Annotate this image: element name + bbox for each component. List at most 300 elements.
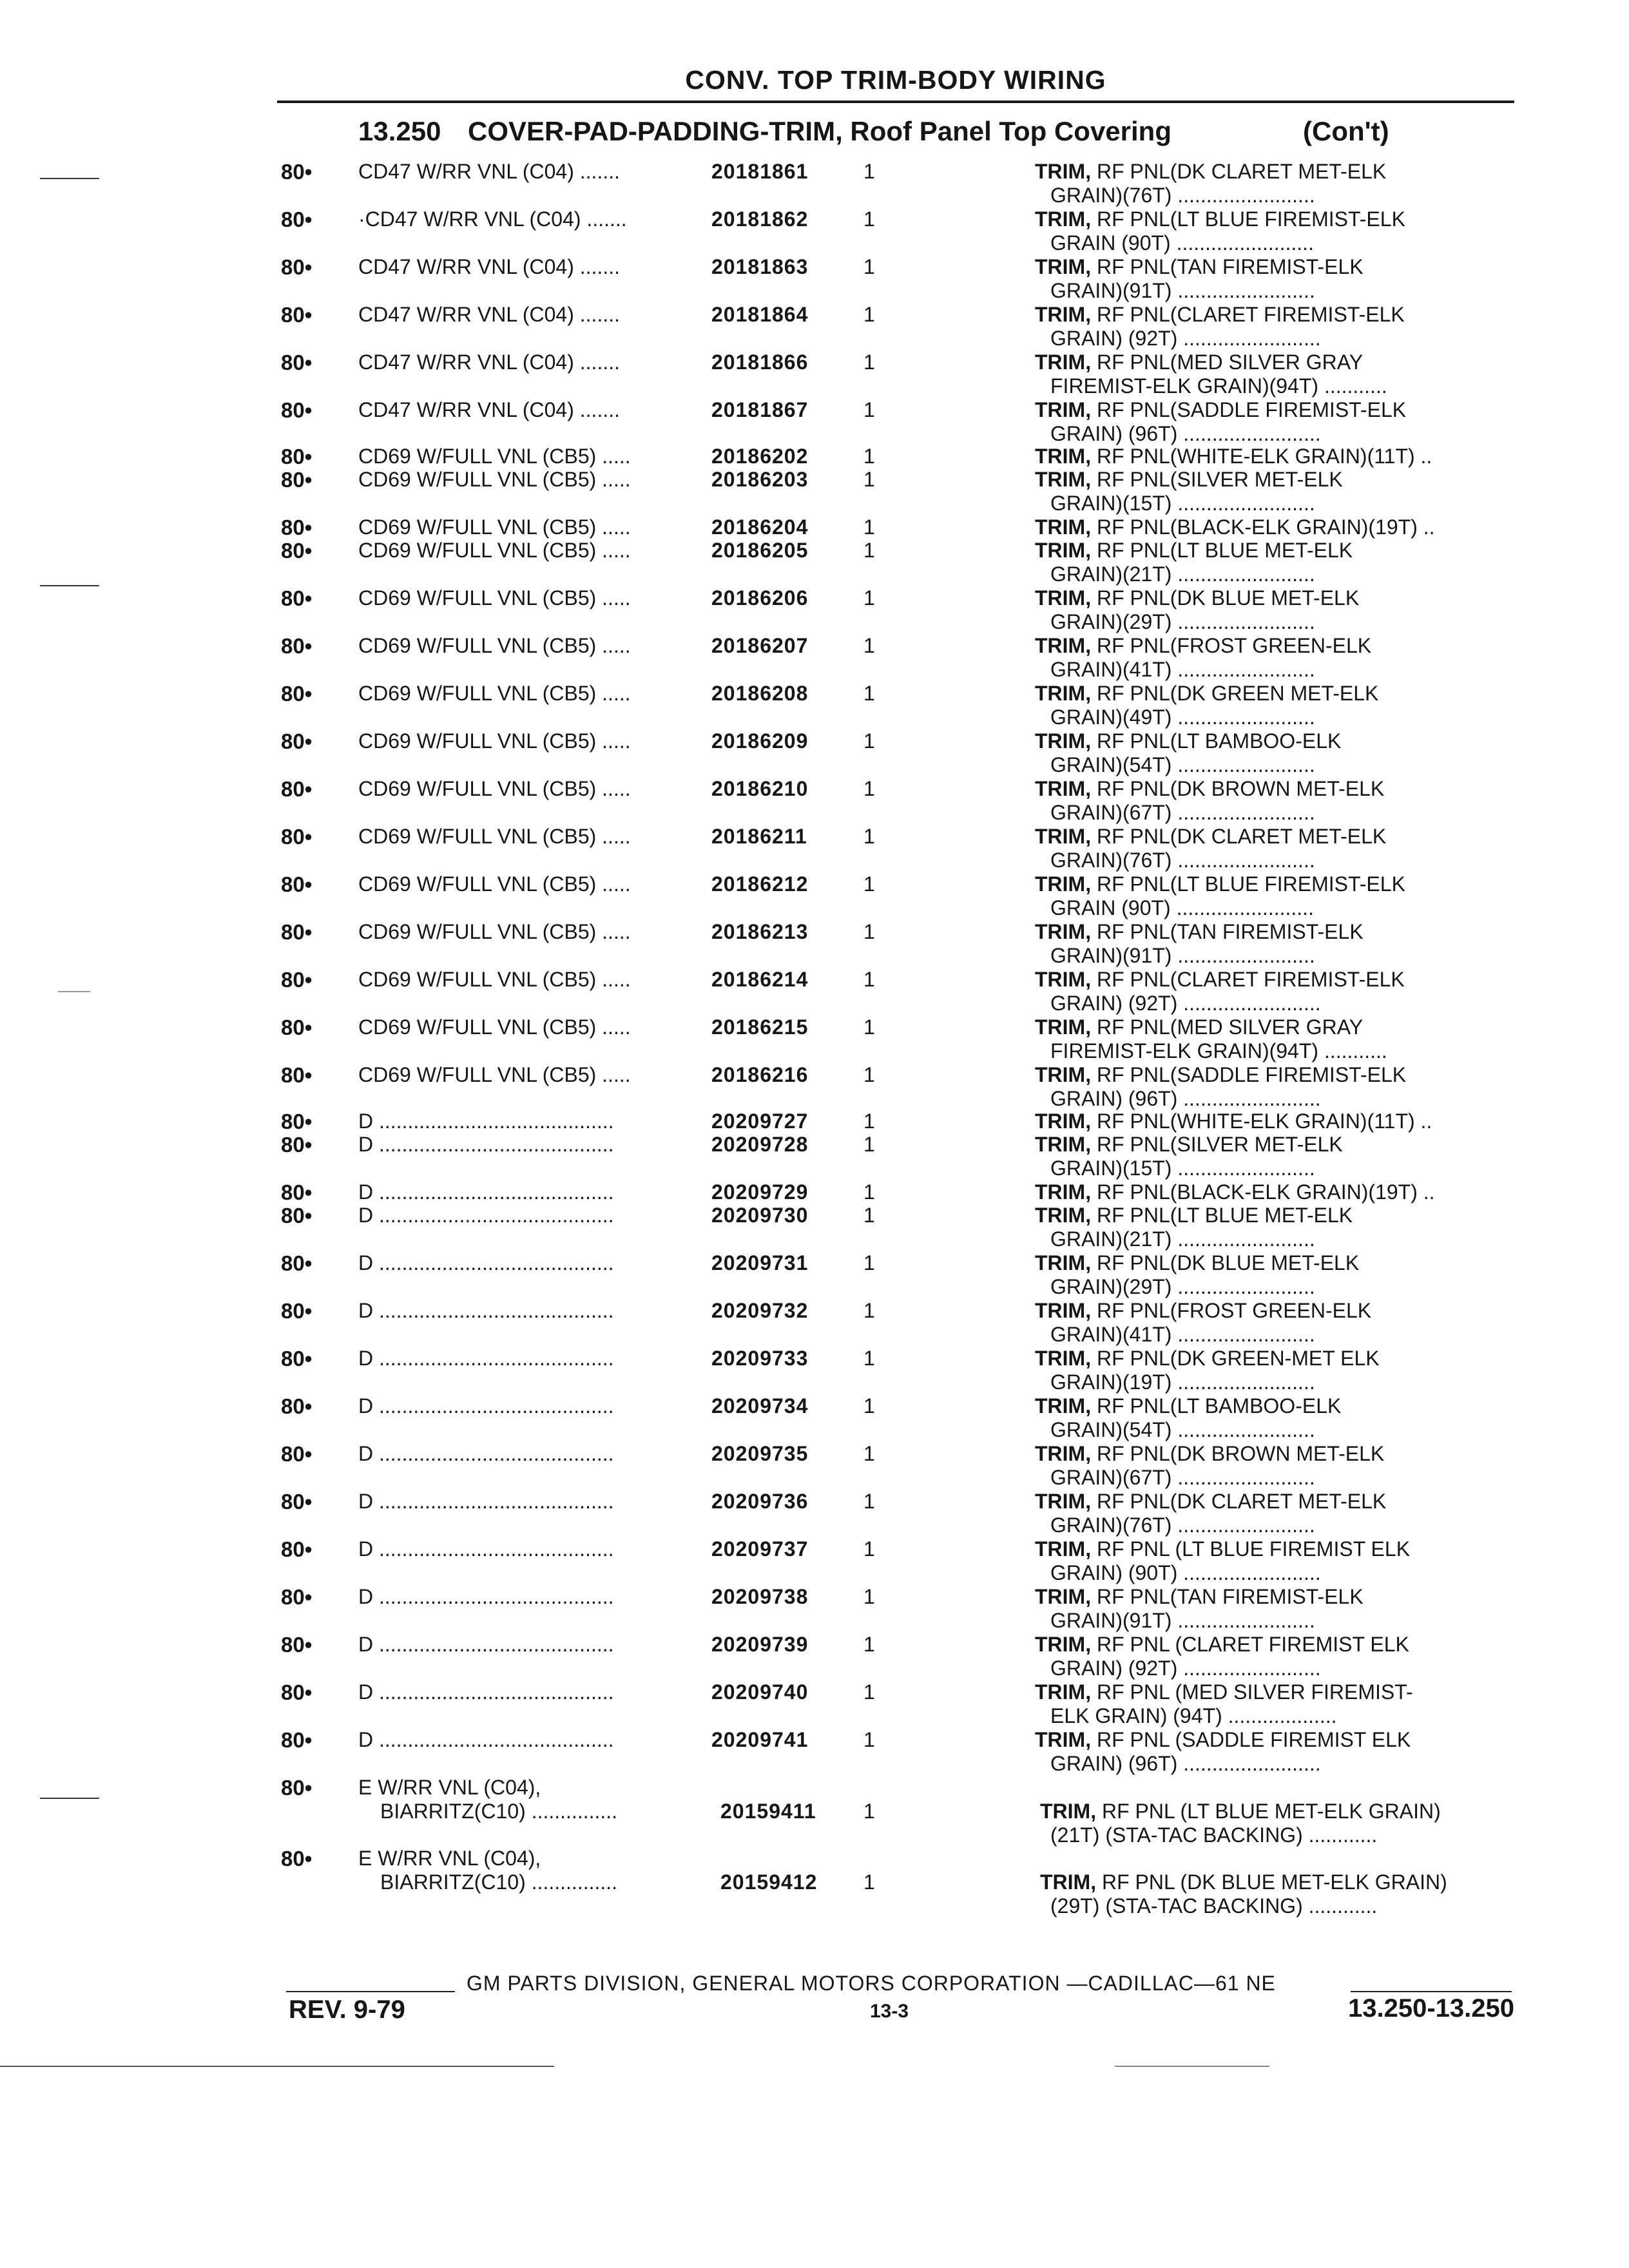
quantity: 1 bbox=[863, 1347, 875, 1370]
model-application: CD69 W/FULL VNL (CB5) ..... bbox=[358, 515, 631, 539]
quantity: 1 bbox=[863, 729, 875, 753]
parts-row bbox=[0, 468, 1629, 515]
parts-row bbox=[0, 398, 1629, 446]
footer-rule bbox=[1351, 1991, 1512, 1992]
quantity: 1 bbox=[863, 920, 875, 943]
parts-row bbox=[0, 1299, 1629, 1347]
parts-row bbox=[0, 1442, 1629, 1490]
part-number: 20181867 bbox=[711, 398, 809, 421]
quantity: 1 bbox=[863, 1728, 875, 1751]
model-application: CD47 W/RR VNL (C04) ....... bbox=[358, 398, 620, 421]
usage-code: 80• bbox=[281, 1442, 313, 1466]
part-description bbox=[1035, 1633, 1505, 1657]
quantity: 1 bbox=[863, 586, 875, 610]
description-text: RF PNL(CLARET FIREMIST-ELK bbox=[1091, 303, 1405, 326]
model-application: CD47 W/RR VNL (C04) ....... bbox=[358, 255, 620, 278]
part-description bbox=[1035, 968, 1505, 992]
description-text: RF PNL (DK BLUE MET-ELK GRAIN) bbox=[1096, 1870, 1447, 1894]
part-description-cont: GRAIN)(19T) ........................ bbox=[1050, 1370, 1315, 1394]
usage-code: 80• bbox=[281, 398, 313, 422]
part-number: 20186213 bbox=[711, 920, 809, 943]
parts-row bbox=[0, 1585, 1629, 1633]
description-text: RF PNL(FROST GREEN-ELK bbox=[1091, 1299, 1372, 1322]
model-application: CD69 W/FULL VNL (CB5) ..... bbox=[358, 1063, 631, 1086]
parts-row bbox=[0, 920, 1629, 968]
parts-row bbox=[0, 1776, 1629, 1847]
description-text: RF PNL(SILVER MET-ELK bbox=[1091, 468, 1343, 491]
description-keyword: TRIM, bbox=[1035, 255, 1092, 278]
part-description bbox=[1035, 255, 1505, 279]
description-text: RF PNL(TAN FIREMIST-ELK bbox=[1091, 255, 1364, 278]
model-application: E W/RR VNL (C04), bbox=[358, 1776, 541, 1799]
description-keyword: TRIM, bbox=[1035, 1110, 1092, 1133]
part-number: 20209731 bbox=[711, 1251, 809, 1274]
part-description-cont: GRAIN)(41T) ........................ bbox=[1050, 658, 1315, 681]
parts-row bbox=[0, 1728, 1629, 1776]
description-keyword: TRIM, bbox=[1035, 1728, 1092, 1751]
parts-row bbox=[0, 1204, 1629, 1251]
part-description-cont: GRAIN)(67T) ........................ bbox=[1050, 801, 1315, 824]
usage-code: 80• bbox=[281, 445, 313, 468]
description-keyword: TRIM, bbox=[1035, 1394, 1092, 1418]
model-application: D ......................................... bbox=[358, 1347, 614, 1370]
model-application: D ......................................... bbox=[358, 1537, 614, 1561]
part-description bbox=[1035, 351, 1505, 374]
description-keyword: TRIM, bbox=[1035, 777, 1092, 800]
model-application: CD69 W/FULL VNL (CB5) ..... bbox=[358, 634, 631, 657]
section-name: COVER-PAD-PADDING-TRIM, Roof Panel Top Covering bbox=[468, 116, 1171, 146]
description-keyword: TRIM, bbox=[1035, 1633, 1092, 1656]
usage-code: 80• bbox=[281, 1299, 313, 1323]
description-keyword: TRIM, bbox=[1035, 729, 1092, 753]
description-keyword: TRIM, bbox=[1035, 1680, 1092, 1704]
quantity: 1 bbox=[863, 1537, 875, 1561]
part-number: 20159412 bbox=[720, 1870, 818, 1894]
part-number: 20209740 bbox=[711, 1680, 809, 1704]
part-description bbox=[1035, 468, 1505, 492]
quantity: 1 bbox=[863, 968, 875, 991]
section-range: 13.250-13.250 bbox=[1347, 1994, 1514, 2023]
model-application: CD69 W/FULL VNL (CB5) ..... bbox=[358, 445, 631, 468]
part-description bbox=[1035, 1585, 1505, 1609]
model-application: CD47 W/RR VNL (C04) ....... bbox=[358, 351, 620, 374]
usage-code: 80• bbox=[281, 586, 313, 610]
usage-code: 80• bbox=[281, 1680, 313, 1704]
part-number: 20209728 bbox=[711, 1133, 809, 1156]
parts-row bbox=[0, 1680, 1629, 1728]
usage-code: 80• bbox=[281, 682, 313, 706]
quantity: 1 bbox=[863, 1015, 875, 1039]
usage-code: 80• bbox=[281, 515, 313, 539]
description-text: RF PNL(DK BROWN MET-ELK bbox=[1091, 1442, 1385, 1465]
parts-row bbox=[0, 303, 1629, 351]
part-description-cont: GRAIN)(91T) ........................ bbox=[1050, 944, 1315, 967]
description-keyword: TRIM, bbox=[1035, 515, 1092, 539]
part-description-cont: (21T) (STA-TAC BACKING) ............ bbox=[1050, 1823, 1378, 1847]
description-keyword: TRIM, bbox=[1035, 539, 1092, 562]
usage-code: 80• bbox=[281, 872, 313, 896]
section-number: 13.250 bbox=[358, 116, 441, 146]
quantity: 1 bbox=[863, 1110, 875, 1133]
part-description bbox=[1040, 1870, 1510, 1894]
model-application: CD69 W/FULL VNL (CB5) ..... bbox=[358, 586, 631, 610]
description-keyword: TRIM, bbox=[1035, 160, 1092, 183]
model-application: CD47 W/RR VNL (C04) ....... bbox=[358, 160, 620, 183]
part-description-cont: GRAIN)(15T) ........................ bbox=[1050, 1157, 1315, 1180]
usage-code: 80• bbox=[281, 825, 313, 849]
part-description bbox=[1035, 207, 1505, 231]
parts-row bbox=[0, 1490, 1629, 1537]
parts-row bbox=[0, 968, 1629, 1015]
quantity: 1 bbox=[863, 1490, 875, 1513]
usage-code: 80• bbox=[281, 920, 313, 944]
description-text: RF PNL(CLARET FIREMIST-ELK bbox=[1091, 968, 1405, 991]
part-description-cont: ELK GRAIN) (94T) ................... bbox=[1050, 1704, 1337, 1727]
model-application: D ......................................... bbox=[358, 1180, 614, 1204]
part-description bbox=[1035, 1204, 1505, 1227]
part-description-cont: GRAIN)(49T) ........................ bbox=[1050, 706, 1315, 729]
model-application: CD69 W/FULL VNL (CB5) ..... bbox=[358, 920, 631, 943]
model-application: D ......................................... bbox=[358, 1110, 614, 1133]
part-description bbox=[1035, 586, 1505, 610]
model-application: D ......................................... bbox=[358, 1585, 614, 1608]
part-number: 20186209 bbox=[711, 729, 809, 753]
description-keyword: TRIM, bbox=[1035, 398, 1092, 421]
description-text: RF PNL(SADDLE FIREMIST-ELK bbox=[1091, 1063, 1407, 1086]
model-application: CD69 W/FULL VNL (CB5) ..... bbox=[358, 825, 631, 848]
usage-code: 80• bbox=[281, 1394, 313, 1418]
quantity: 1 bbox=[863, 303, 875, 326]
part-number: 20186215 bbox=[711, 1015, 809, 1039]
parts-row bbox=[0, 1133, 1629, 1180]
part-number: 20209727 bbox=[711, 1110, 809, 1133]
parts-row bbox=[0, 872, 1629, 920]
part-description bbox=[1035, 515, 1505, 539]
quantity: 1 bbox=[863, 255, 875, 278]
quantity: 1 bbox=[863, 1180, 875, 1204]
part-description bbox=[1035, 1299, 1505, 1323]
description-text: RF PNL(FROST GREEN-ELK bbox=[1091, 634, 1372, 657]
description-keyword: TRIM, bbox=[1035, 825, 1092, 848]
model-application: CD69 W/FULL VNL (CB5) ..... bbox=[358, 682, 631, 705]
description-text: RF PNL(DK BLUE MET-ELK bbox=[1091, 586, 1360, 610]
description-text: RF PNL(DK CLARET MET-ELK bbox=[1091, 1490, 1387, 1513]
quantity: 1 bbox=[863, 1870, 875, 1894]
part-number: 20181863 bbox=[711, 255, 809, 278]
part-description-cont: FIREMIST-ELK GRAIN)(94T) ........... bbox=[1050, 1039, 1387, 1062]
part-description-cont: FIREMIST-ELK GRAIN)(94T) ........... bbox=[1050, 374, 1387, 398]
part-description bbox=[1035, 539, 1505, 562]
part-description-cont: GRAIN) (96T) ........................ bbox=[1050, 1752, 1321, 1775]
usage-code: 80• bbox=[281, 1537, 313, 1561]
description-keyword: TRIM, bbox=[1035, 872, 1092, 896]
part-description-cont: GRAIN)(21T) ........................ bbox=[1050, 562, 1315, 586]
parts-row bbox=[0, 586, 1629, 634]
part-number: 20209737 bbox=[711, 1537, 809, 1561]
quantity: 1 bbox=[863, 468, 875, 491]
part-number: 20186206 bbox=[711, 586, 809, 610]
page-header: CONV. TOP TRIM-BODY WIRING bbox=[685, 65, 1106, 95]
part-number: 20186204 bbox=[711, 515, 809, 539]
model-application: D ......................................... bbox=[358, 1204, 614, 1227]
part-number: 20209734 bbox=[711, 1394, 809, 1418]
model-application: D ......................................... bbox=[358, 1728, 614, 1751]
part-description-cont: GRAIN) (90T) ........................ bbox=[1050, 1561, 1321, 1584]
part-description bbox=[1035, 1537, 1505, 1561]
part-description-cont: GRAIN (90T) ........................ bbox=[1050, 896, 1314, 919]
part-description bbox=[1035, 872, 1505, 896]
usage-code: 80• bbox=[281, 1063, 313, 1087]
part-number: 20186211 bbox=[711, 825, 807, 848]
parts-row bbox=[0, 1394, 1629, 1442]
description-text: RF PNL(DK BROWN MET-ELK bbox=[1091, 777, 1385, 800]
description-text: RF PNL(SILVER MET-ELK bbox=[1091, 1133, 1343, 1156]
usage-code: 80• bbox=[281, 1110, 313, 1133]
part-description-cont: GRAIN) (96T) ........................ bbox=[1050, 422, 1321, 445]
model-application: D ......................................... bbox=[358, 1251, 614, 1274]
usage-code: 80• bbox=[281, 1728, 313, 1752]
model-application: E W/RR VNL (C04), bbox=[358, 1847, 541, 1870]
model-application: D ......................................... bbox=[358, 1394, 614, 1418]
parts-row bbox=[0, 351, 1629, 398]
description-text: RF PNL(DK GREEN MET-ELK bbox=[1091, 682, 1379, 705]
part-description bbox=[1035, 729, 1505, 753]
model-application: D ......................................... bbox=[358, 1133, 614, 1156]
part-description-cont: GRAIN) (92T) ........................ bbox=[1050, 1657, 1321, 1680]
usage-code: 80• bbox=[281, 351, 313, 374]
description-text: RF PNL(DK CLARET MET-ELK bbox=[1091, 160, 1387, 183]
usage-code: 80• bbox=[281, 1776, 313, 1800]
model-application: CD69 W/FULL VNL (CB5) ..... bbox=[358, 872, 631, 896]
part-description-cont: GRAIN)(91T) ........................ bbox=[1050, 1609, 1315, 1632]
part-description-cont: GRAIN)(21T) ........................ bbox=[1050, 1227, 1315, 1251]
model-application: CD69 W/FULL VNL (CB5) ..... bbox=[358, 539, 631, 562]
part-number: 20209738 bbox=[711, 1585, 809, 1608]
footer-publisher: GM PARTS DIVISION, GENERAL MOTORS CORPORATION —CADILLAC—61 NE bbox=[467, 1972, 1276, 1995]
model-application: D ......................................... bbox=[358, 1490, 614, 1513]
part-description bbox=[1035, 1347, 1505, 1370]
description-text: RF PNL(LT BAMBOO-ELK bbox=[1091, 729, 1342, 753]
page-number: 13-3 bbox=[869, 2001, 909, 2022]
part-description bbox=[1035, 160, 1505, 184]
description-keyword: TRIM, bbox=[1035, 1299, 1092, 1322]
usage-code: 80• bbox=[281, 1847, 313, 1870]
part-description-cont: GRAIN)(67T) ........................ bbox=[1050, 1466, 1315, 1489]
quantity: 1 bbox=[863, 1204, 875, 1227]
part-description-cont: GRAIN)(76T) ........................ bbox=[1050, 849, 1315, 872]
parts-row bbox=[0, 207, 1629, 255]
parts-row bbox=[0, 825, 1629, 872]
part-description bbox=[1035, 1251, 1505, 1275]
description-text: RF PNL(LT BAMBOO-ELK bbox=[1091, 1394, 1342, 1418]
part-number: 20209729 bbox=[711, 1180, 809, 1204]
description-keyword: TRIM, bbox=[1035, 1063, 1092, 1086]
part-number: 20181861 bbox=[711, 160, 809, 183]
description-keyword: TRIM, bbox=[1035, 1585, 1092, 1608]
part-description-cont: GRAIN) (92T) ........................ bbox=[1050, 992, 1321, 1015]
description-text: RF PNL (LT BLUE FIREMIST ELK bbox=[1091, 1537, 1411, 1561]
part-description bbox=[1035, 1728, 1505, 1752]
usage-code: 80• bbox=[281, 468, 313, 492]
part-description bbox=[1035, 303, 1505, 327]
parts-row bbox=[0, 160, 1629, 207]
description-text: RF PNL(DK BLUE MET-ELK bbox=[1091, 1251, 1360, 1274]
description-keyword: TRIM, bbox=[1035, 1133, 1092, 1156]
parts-row bbox=[0, 1847, 1629, 1917]
quantity: 1 bbox=[863, 351, 875, 374]
header-rule bbox=[277, 101, 1514, 103]
part-description-cont: GRAIN (90T) ........................ bbox=[1050, 231, 1314, 255]
part-number: 20209733 bbox=[711, 1347, 809, 1370]
part-description bbox=[1035, 1394, 1505, 1418]
usage-code: 80• bbox=[281, 303, 313, 327]
description-keyword: TRIM, bbox=[1040, 1870, 1097, 1894]
usage-code: 80• bbox=[281, 729, 313, 753]
quantity: 1 bbox=[863, 1442, 875, 1465]
parts-row bbox=[0, 1347, 1629, 1394]
description-keyword: TRIM, bbox=[1040, 1800, 1097, 1823]
quantity: 1 bbox=[863, 1394, 875, 1418]
part-description bbox=[1035, 445, 1505, 468]
parts-row bbox=[0, 1537, 1629, 1585]
part-description-cont: GRAIN)(76T) ........................ bbox=[1050, 184, 1315, 207]
part-description bbox=[1035, 1133, 1505, 1157]
part-description bbox=[1035, 920, 1505, 944]
part-description-cont: GRAIN)(91T) ........................ bbox=[1050, 279, 1315, 302]
model-application: CD47 W/RR VNL (C04) ....... bbox=[358, 303, 620, 326]
description-text: RF PNL (SADDLE FIREMIST ELK bbox=[1091, 1728, 1411, 1751]
usage-code: 80• bbox=[281, 1204, 313, 1227]
usage-code: 80• bbox=[281, 1133, 313, 1157]
description-keyword: TRIM, bbox=[1035, 634, 1092, 657]
parts-row bbox=[0, 1063, 1629, 1111]
part-number: 20181866 bbox=[711, 351, 809, 374]
part-description bbox=[1035, 777, 1505, 801]
section-continued: (Con't) bbox=[1303, 116, 1389, 146]
description-text: RF PNL (CLARET FIREMIST ELK bbox=[1091, 1633, 1409, 1656]
model-application: CD69 W/FULL VNL (CB5) ..... bbox=[358, 468, 631, 491]
part-description-cont: GRAIN)(15T) ........................ bbox=[1050, 492, 1315, 515]
usage-code: 80• bbox=[281, 1015, 313, 1039]
section-title bbox=[358, 113, 1518, 149]
description-keyword: TRIM, bbox=[1035, 351, 1092, 374]
description-text: RF PNL(TAN FIREMIST-ELK bbox=[1091, 920, 1364, 943]
part-description-cont: GRAIN)(29T) ........................ bbox=[1050, 1275, 1315, 1298]
quantity: 1 bbox=[863, 1680, 875, 1704]
part-number: 20186216 bbox=[711, 1063, 809, 1086]
description-keyword: TRIM, bbox=[1035, 682, 1092, 705]
description-keyword: TRIM, bbox=[1035, 468, 1092, 491]
description-text: RF PNL(WHITE-ELK GRAIN)(11T) .. bbox=[1091, 445, 1432, 468]
usage-code: 80• bbox=[281, 539, 313, 562]
usage-code: 80• bbox=[281, 777, 313, 801]
description-text: RF PNL(TAN FIREMIST-ELK bbox=[1091, 1585, 1364, 1608]
part-number: 20181864 bbox=[711, 303, 809, 326]
description-text: RF PNL(LT BLUE FIREMIST-ELK bbox=[1091, 872, 1405, 896]
description-text: RF PNL (MED SILVER FIREMIST- bbox=[1091, 1680, 1413, 1704]
part-number: 20186202 bbox=[711, 445, 809, 468]
description-text: RF PNL (LT BLUE MET-ELK GRAIN) bbox=[1096, 1800, 1441, 1823]
part-number: 20181862 bbox=[711, 207, 809, 231]
part-description bbox=[1035, 825, 1505, 849]
revision-label: REV. 9-79 bbox=[289, 1995, 405, 2024]
parts-row bbox=[0, 634, 1629, 682]
model-application: CD69 W/FULL VNL (CB5) ..... bbox=[358, 968, 631, 991]
quantity: 1 bbox=[863, 160, 875, 183]
part-description-cont: GRAIN)(54T) ........................ bbox=[1050, 1418, 1315, 1441]
model-application: ·CD47 W/RR VNL (C04) ....... bbox=[358, 207, 627, 231]
quantity: 1 bbox=[863, 445, 875, 468]
usage-code: 80• bbox=[281, 1633, 313, 1657]
description-keyword: TRIM, bbox=[1035, 968, 1092, 991]
model-application: D ......................................... bbox=[358, 1442, 614, 1465]
model-application: D ......................................... bbox=[358, 1633, 614, 1656]
quantity: 1 bbox=[863, 207, 875, 231]
usage-code: 80• bbox=[281, 255, 313, 279]
usage-code: 80• bbox=[281, 1251, 313, 1275]
part-description-cont: GRAIN)(41T) ........................ bbox=[1050, 1323, 1315, 1346]
footer-rule bbox=[286, 1991, 455, 1992]
part-description-cont: (29T) (STA-TAC BACKING) ............ bbox=[1050, 1894, 1378, 1917]
part-description bbox=[1040, 1800, 1510, 1823]
description-text: RF PNL(WHITE-ELK GRAIN)(11T) .. bbox=[1091, 1110, 1432, 1133]
parts-row bbox=[0, 777, 1629, 825]
description-keyword: TRIM, bbox=[1035, 1015, 1092, 1039]
part-number: 20209730 bbox=[711, 1204, 809, 1227]
description-text: RF PNL(BLACK-ELK GRAIN)(19T) .. bbox=[1091, 515, 1435, 539]
description-text: RF PNL(MED SILVER GRAY bbox=[1091, 351, 1364, 374]
quantity: 1 bbox=[863, 825, 875, 848]
part-number: 20159411 bbox=[720, 1800, 816, 1823]
part-description bbox=[1035, 634, 1505, 658]
parts-row bbox=[0, 539, 1629, 586]
part-description bbox=[1035, 1680, 1505, 1704]
usage-code: 80• bbox=[281, 160, 313, 184]
usage-code: 80• bbox=[281, 1490, 313, 1514]
description-keyword: TRIM, bbox=[1035, 1347, 1092, 1370]
quantity: 1 bbox=[863, 1299, 875, 1322]
model-application: CD69 W/FULL VNL (CB5) ..... bbox=[358, 729, 631, 753]
quantity: 1 bbox=[863, 398, 875, 421]
description-text: RF PNL(MED SILVER GRAY bbox=[1091, 1015, 1364, 1039]
part-number: 20209739 bbox=[711, 1633, 809, 1656]
part-number: 20209735 bbox=[711, 1442, 809, 1465]
model-application: D ......................................... bbox=[358, 1299, 614, 1322]
description-keyword: TRIM, bbox=[1035, 445, 1092, 468]
part-number: 20186212 bbox=[711, 872, 809, 896]
description-text: RF PNL(BLACK-ELK GRAIN)(19T) .. bbox=[1091, 1180, 1435, 1204]
part-description bbox=[1035, 1015, 1505, 1039]
page-edge-rule bbox=[0, 2066, 554, 2067]
description-keyword: TRIM, bbox=[1035, 207, 1092, 231]
description-text: RF PNL(LT BLUE FIREMIST-ELK bbox=[1091, 207, 1405, 231]
part-description-cont: GRAIN) (96T) ........................ bbox=[1050, 1087, 1321, 1110]
usage-code: 80• bbox=[281, 1347, 313, 1370]
parts-row bbox=[0, 1251, 1629, 1299]
part-description-cont: GRAIN)(54T) ........................ bbox=[1050, 753, 1315, 776]
quantity: 1 bbox=[863, 1633, 875, 1656]
parts-row bbox=[0, 682, 1629, 729]
usage-code: 80• bbox=[281, 207, 313, 231]
description-keyword: TRIM, bbox=[1035, 920, 1092, 943]
part-number: 20209732 bbox=[711, 1299, 809, 1322]
part-description bbox=[1035, 682, 1505, 706]
usage-code: 80• bbox=[281, 1585, 313, 1609]
part-number: 20209736 bbox=[711, 1490, 809, 1513]
part-number: 20186205 bbox=[711, 539, 809, 562]
description-text: RF PNL(LT BLUE MET-ELK bbox=[1091, 539, 1353, 562]
parts-row bbox=[0, 729, 1629, 777]
